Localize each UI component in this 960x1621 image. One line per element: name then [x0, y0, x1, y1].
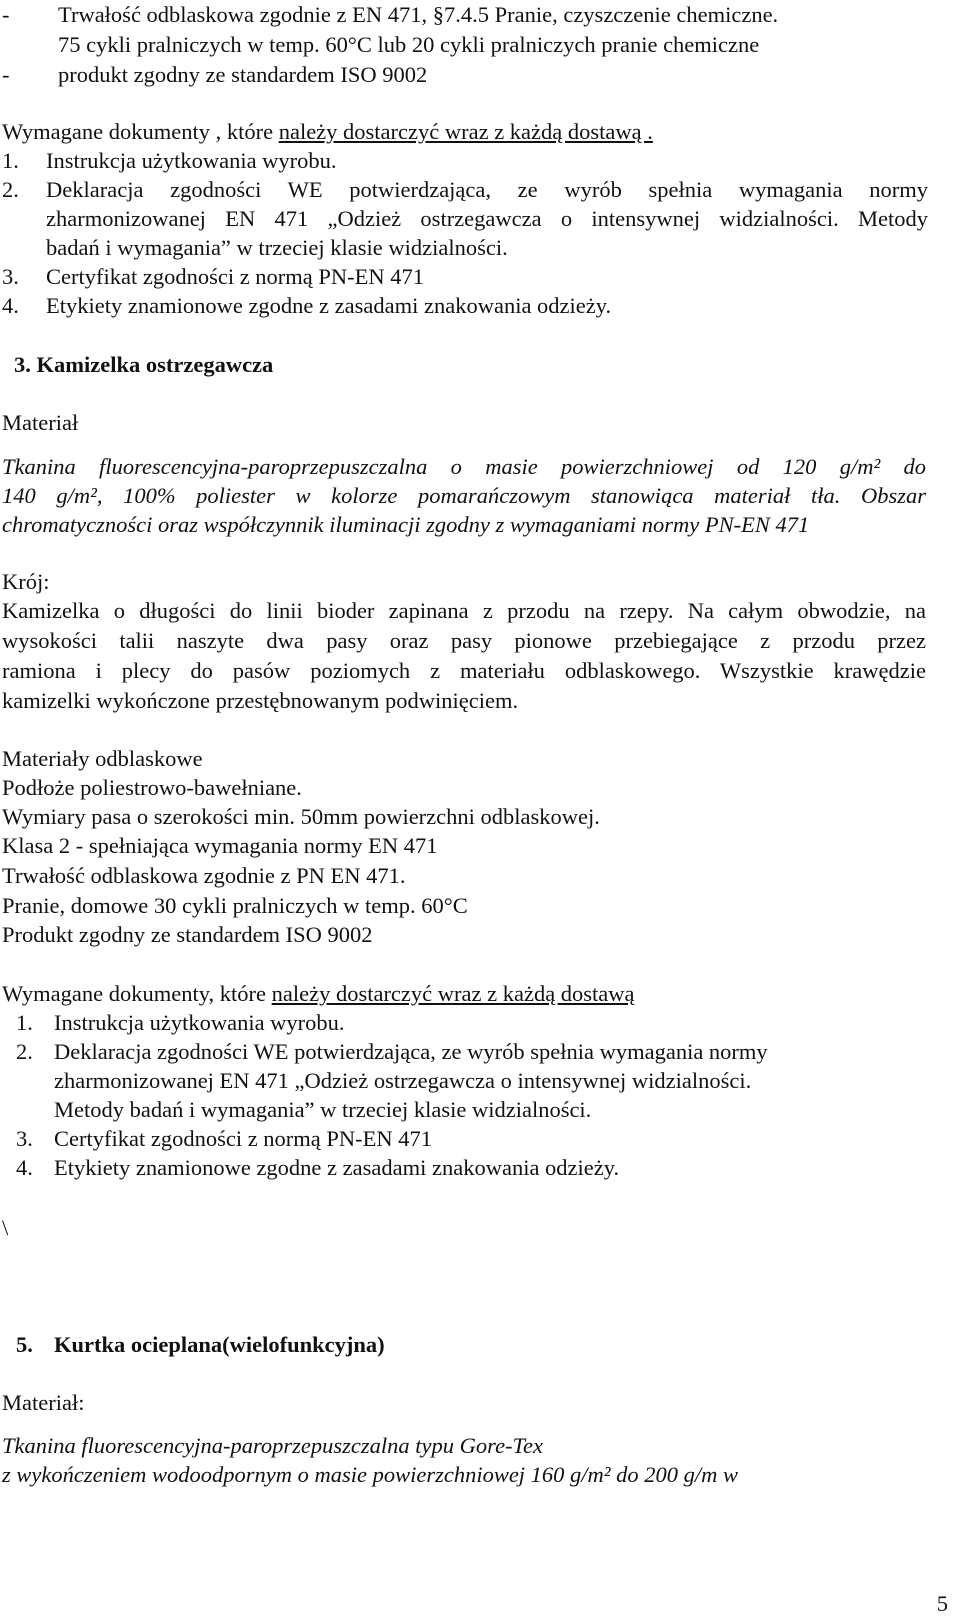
list-item-text: Etykiety znamionowe zgodne z zasadami znakowania odzieży. — [46, 293, 612, 318]
required-docs-intro — [2, 117, 653, 147]
material-label: Materiał — [2, 410, 79, 435]
list-item-number: 2. — [16, 1039, 33, 1064]
material-line: chromatyczności oraz współczynnik iluminacji zgodny z wymaganiami normy PN-EN 471 — [2, 512, 810, 537]
section-heading-text: Kurtka ocieplana(wielofunkcyjna) — [54, 1332, 385, 1357]
list-item-number: 3. — [2, 264, 19, 289]
list-item-number: 1. — [16, 1010, 33, 1035]
bullet-text: produkt zgodny ze standardem ISO 9002 — [58, 62, 428, 87]
bullet-text: Trwałość odblaskowa zgodnie z EN 471, §7.4.5 Pranie, czyszczenie chemiczne. — [58, 2, 779, 27]
bullet-dash: - — [2, 62, 10, 87]
required-docs-underlined: należy dostarczyć wraz z każdą dostawą . — [278, 119, 653, 144]
list-item-text: Instrukcja użytkowania wyrobu. — [54, 1010, 345, 1035]
list-item-number: 2. — [2, 177, 19, 202]
material-line: z wykończeniem wodoodpornym o masie powierzchniowej 160 g/m² do 200 g/m w — [2, 1462, 739, 1487]
cut-line: kamizelki wykończone przestębnowanym podwinięciem. — [2, 688, 519, 713]
material-line: Tkanina fluorescencyjna-paroprzepuszczalna typu Gore-Tex — [2, 1433, 543, 1458]
material-label: Materiał: — [2, 1390, 85, 1415]
cut-label: Krój: — [2, 569, 50, 594]
list-item-continuation: zharmonizowanej EN 471 „Odzież ostrzegawcza o intensywnej widzialności. Metody — [46, 206, 928, 231]
list-item-text: Certyfikat zgodności z normą PN-EN 471 — [46, 264, 425, 289]
list-item-text: Instrukcja użytkowania wyrobu. — [46, 148, 337, 173]
reflective-line: Klasa 2 - spełniająca wymagania normy EN 471 — [2, 833, 438, 858]
page-number: 5 — [936, 1591, 948, 1616]
bullet-continuation: 75 cykli pralniczych w temp. 60°C lub 20 cykli pralniczych pranie chemiczne — [58, 32, 760, 57]
list-item-text: Deklaracja zgodności WE potwierdzająca, ze wyrób spełnia wymagania normy — [46, 177, 928, 202]
reflective-line: Pranie, domowe 30 cykli pralniczych w temp. 60°C — [2, 893, 468, 918]
list-item-text: Deklaracja zgodności WE potwierdzająca, ze wyrób spełnia wymagania normy — [54, 1039, 768, 1064]
section-heading: 3. Kamizelka ostrzegawcza — [14, 352, 274, 377]
stray-mark: \ — [2, 1215, 9, 1240]
required-docs-underlined: należy dostarczyć wraz z każdą dostawą — [271, 981, 635, 1006]
cut-line: wysokości talii naszyte dwa pasy oraz pasy pionowe przebiegające z przodu przez — [2, 628, 926, 653]
required-docs-intro — [2, 979, 635, 1009]
required-docs-text: Wymagane dokumenty, które — [2, 981, 272, 1006]
list-item-number: 4. — [2, 293, 19, 318]
list-item-text: Etykiety znamionowe zgodne z zasadami znakowania odzieży. — [54, 1155, 620, 1180]
bullet-dash: - — [2, 2, 10, 27]
list-item-continuation: Metody badań i wymagania” w trzeciej klasie widzialności. — [54, 1097, 592, 1122]
material-line: 140 g/m², 100% poliester w kolorze pomarańczowym stanowiąca materiał tła. Obszar — [2, 483, 926, 508]
section-heading-number: 5. — [16, 1332, 33, 1357]
reflective-line: Wymiary pasa o szerokości min. 50mm powierzchni odblaskowej. — [2, 804, 600, 829]
reflective-line: Trwałość odblaskowa zgodnie z PN EN 471. — [2, 863, 406, 888]
reflective-label: Materiały odblaskowe — [2, 746, 203, 771]
list-item-continuation: zharmonizowanej EN 471 „Odzież ostrzegawcza o intensywnej widzialności. — [54, 1068, 752, 1093]
list-item-continuation: badań i wymagania” w trzeciej klasie widzialności. — [46, 235, 508, 260]
reflective-line: Podłoże poliestrowo-bawełniane. — [2, 775, 302, 800]
cut-line: Kamizelka o długości do linii bioder zapinana z przodu na rzepy. Na całym obwodzie, na — [2, 598, 926, 623]
list-item-number: 1. — [2, 148, 19, 173]
list-item-number: 3. — [16, 1126, 33, 1151]
list-item-number: 4. — [16, 1155, 33, 1180]
material-line: Tkanina fluorescencyjna-paroprzepuszczalna o masie powierzchniowej od 120 g/m² do — [2, 454, 926, 479]
cut-line: ramiona i plecy do pasów poziomych z materiału odblaskowego. Wszystkie krawędzie — [2, 658, 926, 683]
list-item-text: Certyfikat zgodności z normą PN-EN 471 — [54, 1126, 433, 1151]
reflective-line: Produkt zgodny ze standardem ISO 9002 — [2, 922, 373, 947]
required-docs-text: Wymagane dokumenty , które — [2, 119, 279, 144]
